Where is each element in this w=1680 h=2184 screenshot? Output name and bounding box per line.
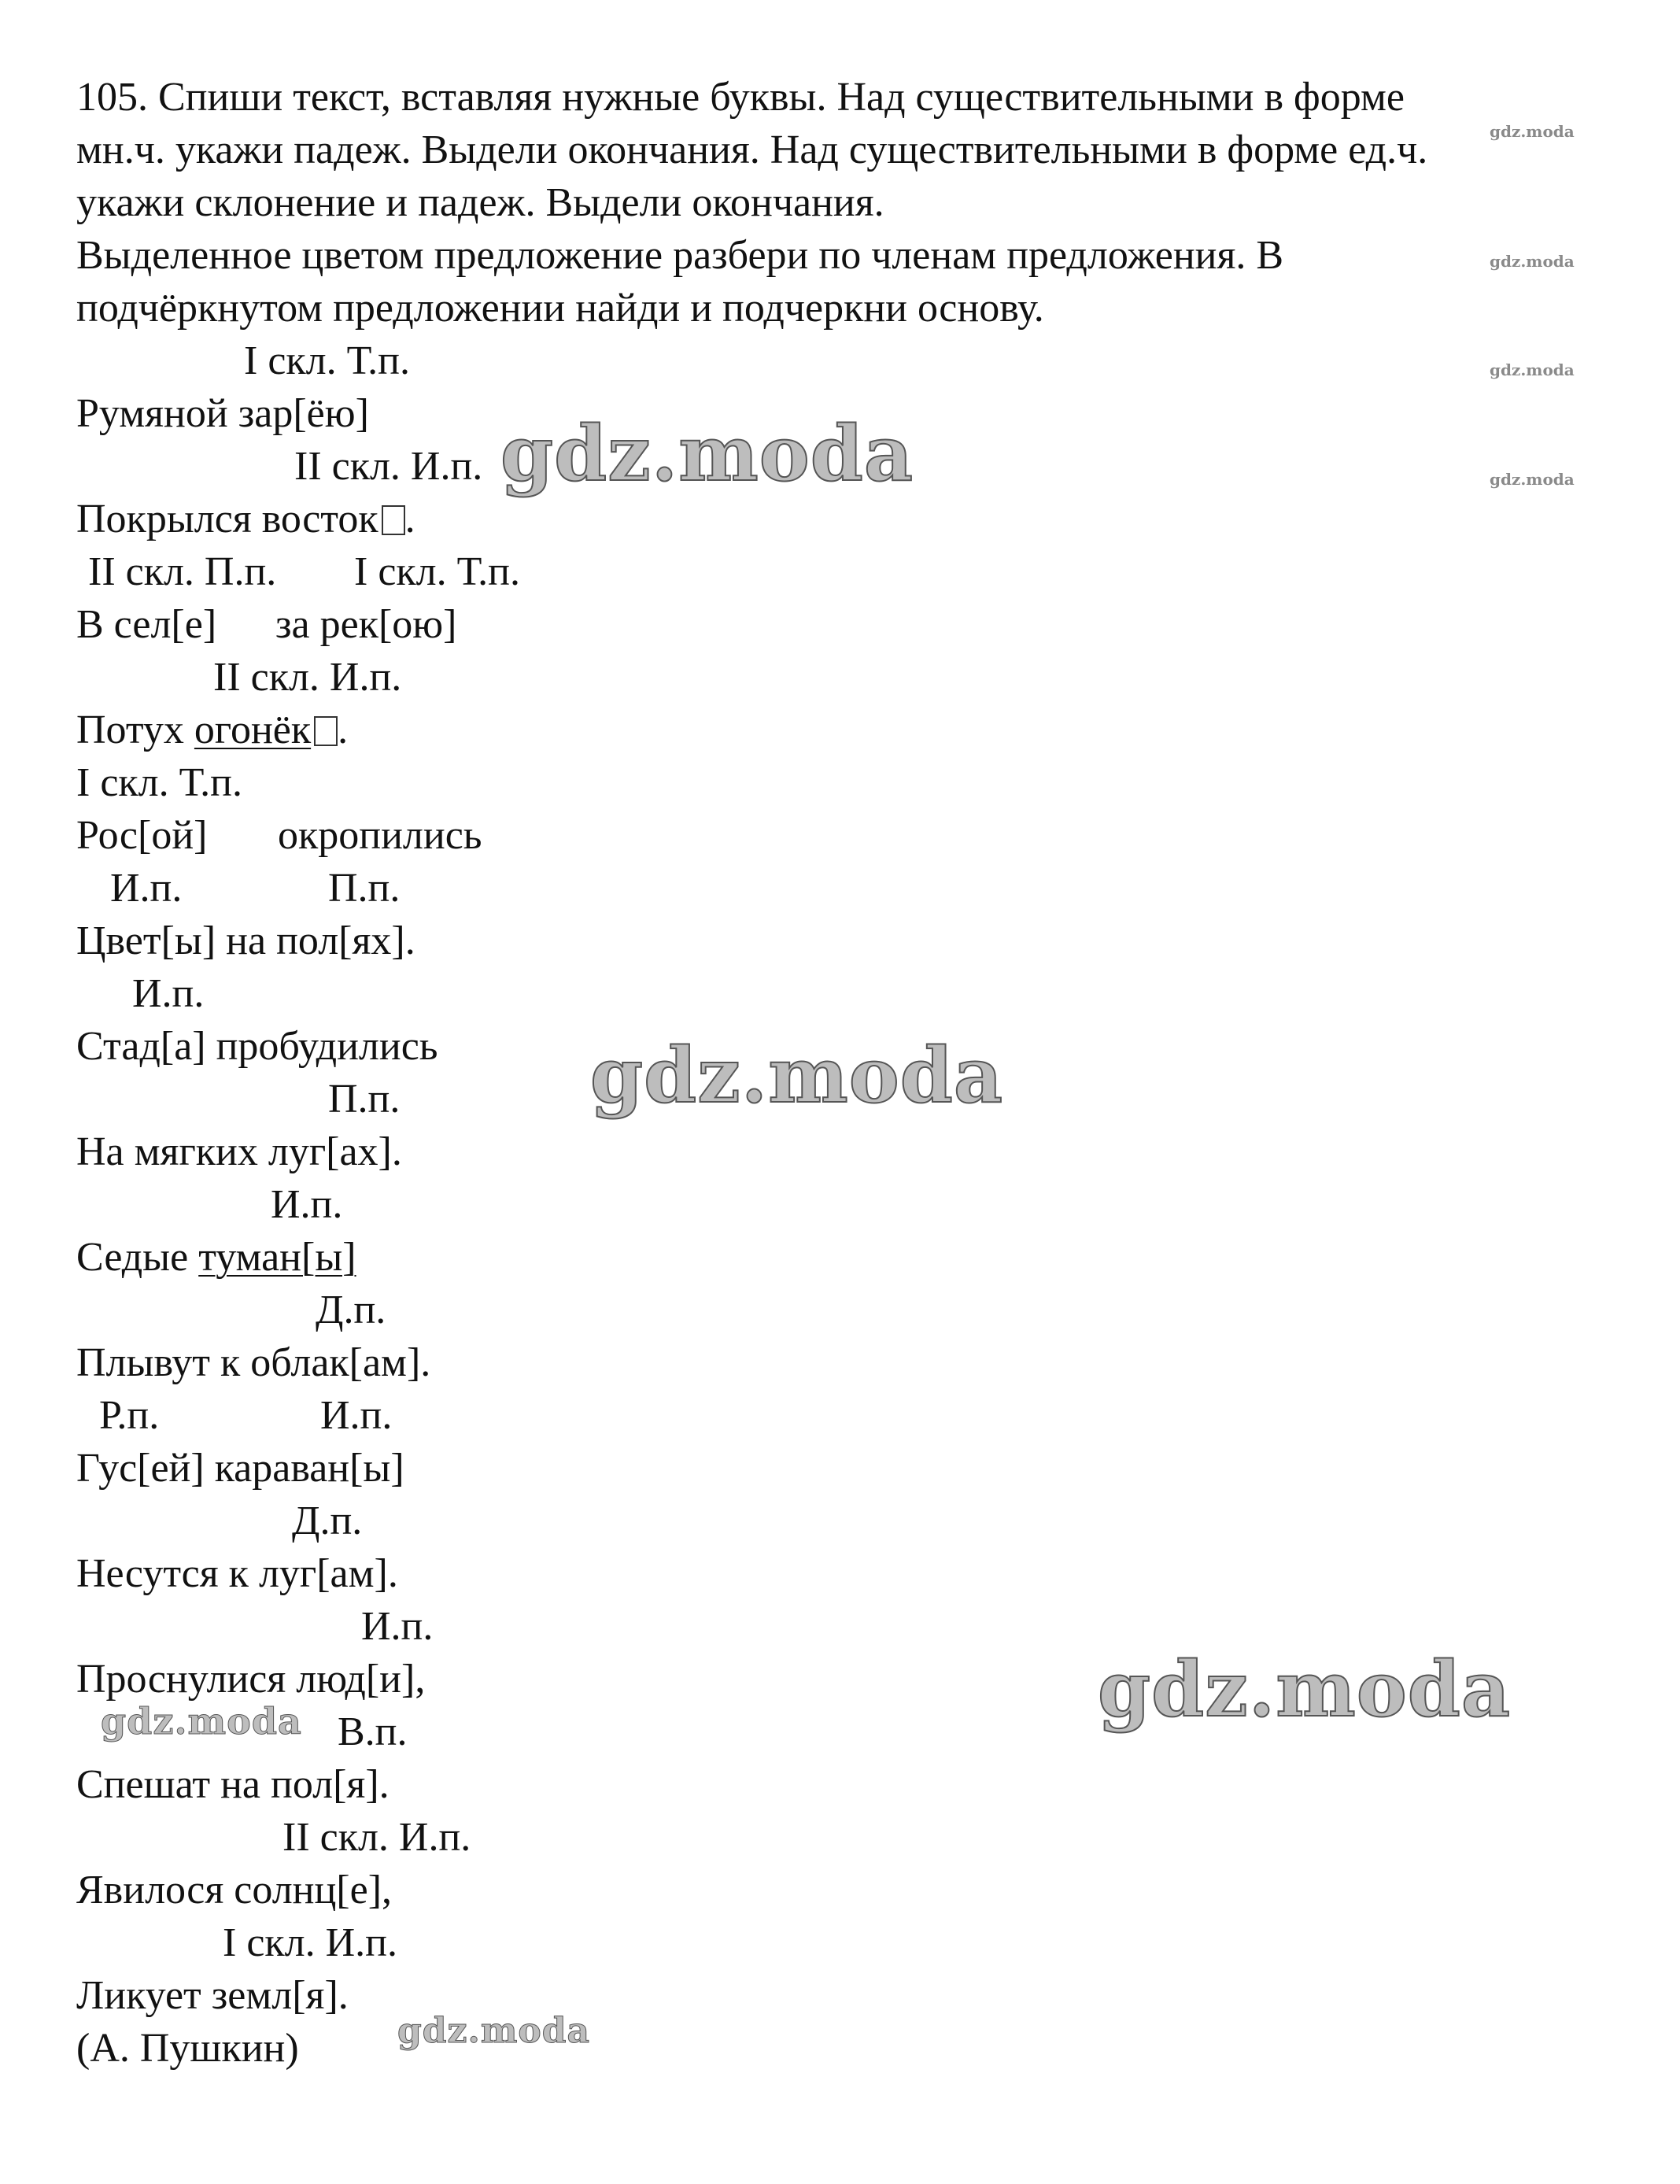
annotation: И.п. [271, 1182, 343, 1227]
annotation: I скл. Т.п. [76, 760, 242, 805]
annotation: I скл. И.п. [223, 1920, 397, 1965]
poem-text: Плывут к облак[ам]. [76, 1340, 431, 1385]
poem-text: Покрылся восток [76, 497, 378, 541]
underlined-word: туман[ы] [198, 1235, 356, 1280]
poem-text: Спешат на пол[я]. [76, 1762, 390, 1807]
task-line: Выделенное цветом предложение разбери по членам предложения. В [76, 233, 1284, 278]
annotation-row [76, 862, 1021, 915]
annotation: И.п. [132, 971, 205, 1016]
poem-line [76, 598, 1021, 651]
poem-author: (А. Пушкин) [76, 2026, 299, 2071]
annotation-row [76, 756, 1021, 809]
annotation: II скл. П.п. [88, 549, 277, 594]
poem-line [76, 1653, 1021, 1705]
annotation-row [76, 1811, 1021, 1864]
poem-text: На мягких луг[ах]. [76, 1129, 402, 1174]
poem-line [76, 1758, 1021, 1811]
task-line: мн.ч. укажи падеж. Выдели окончания. Над существительными в форме ед.ч. [76, 127, 1428, 172]
poem-line [76, 915, 1021, 967]
annotation: I скл. Т.п. [354, 549, 520, 594]
poem-text: за рек[ою] [275, 602, 457, 647]
annotation-row [76, 334, 1021, 387]
underlined-word: огонёк [194, 708, 312, 752]
poem-text: Несутся к луг[ам]. [76, 1551, 398, 1596]
poem-text: Цвет[ы] на пол[ях]. [76, 918, 415, 963]
watermark: gdz.moda [1490, 470, 1575, 489]
poem-text: окропились [278, 813, 482, 858]
poem-text: Гус[ей] караван[ы] [76, 1446, 404, 1491]
poem-text: Стад[а] пробудились [76, 1024, 438, 1069]
annotation: Р.п. [99, 1393, 160, 1438]
watermark: gdz.moda [397, 2011, 591, 2051]
poem-line [76, 1231, 1021, 1284]
poem-line [76, 1336, 1021, 1389]
annotation-row [76, 545, 1021, 598]
task-line: подчёркнутом предложении найди и подчеркни основу. [76, 286, 1044, 331]
annotation: П.п. [328, 1077, 401, 1122]
annotation-row [76, 1178, 1021, 1231]
annotation: II скл. И.п. [294, 444, 483, 489]
annotation-row [76, 1495, 1021, 1547]
annotation: П.п. [328, 866, 401, 911]
annotation: Д.п. [316, 1288, 386, 1332]
poem-text: Румяной зар[ёю] [76, 391, 369, 436]
poem-text: Рос[ой] [76, 813, 208, 858]
task-text [76, 71, 1634, 334]
annotation: И.п. [320, 1393, 393, 1438]
annotation-row [76, 1916, 1021, 1969]
poem-text: Ликует земл[я]. [76, 1973, 349, 2018]
annotation-row [76, 1284, 1021, 1336]
poem-line [76, 1547, 1021, 1600]
task-line: 105. Спиши текст, вставляя нужные буквы. Над существительными в форме [76, 75, 1405, 120]
empty-ending-box [382, 505, 405, 535]
poem-line [76, 704, 1021, 756]
annotation-row [76, 1389, 1021, 1442]
poem-text: В сел[е] [76, 602, 217, 647]
poem-line [76, 1442, 1021, 1495]
annotation: II скл. И.п. [282, 1815, 471, 1860]
poem-text: Проснулися люд[и], [76, 1657, 426, 1702]
watermark: gdz.moda [590, 1031, 1004, 1120]
watermark: gdz.moda [1490, 360, 1575, 379]
annotation: И.п. [110, 866, 183, 911]
watermark: gdz.moda [1490, 252, 1575, 271]
poem-line [76, 809, 1021, 862]
poem-text: Седые [76, 1235, 199, 1280]
annotation-row [76, 967, 1021, 1020]
annotation: Д.п. [292, 1498, 363, 1543]
poem-line [76, 493, 1021, 545]
poem [76, 334, 1021, 2075]
watermark: gdz.moda [101, 1700, 302, 1742]
poem-line [76, 1864, 1021, 1916]
watermark: gdz.moda [500, 409, 914, 498]
watermark: gdz.moda [1490, 122, 1575, 141]
poem-text: Потух [76, 708, 194, 752]
poem-line [76, 1125, 1021, 1178]
task-line: укажи склонение и падеж. Выдели окончания. [76, 180, 884, 225]
empty-ending-box [314, 716, 338, 746]
poem-punct: . [404, 497, 415, 541]
annotation-row [76, 1600, 1021, 1653]
annotation: I скл. Т.п. [244, 338, 410, 383]
watermark: gdz.moda [1098, 1645, 1512, 1734]
annotation: II скл. И.п. [213, 655, 402, 700]
annotation: И.п. [361, 1604, 434, 1649]
poem-text: Явилося солнц[е], [76, 1868, 393, 1912]
poem-punct: . [338, 708, 349, 752]
annotation-row [76, 651, 1021, 704]
annotation: В.п. [338, 1709, 408, 1754]
